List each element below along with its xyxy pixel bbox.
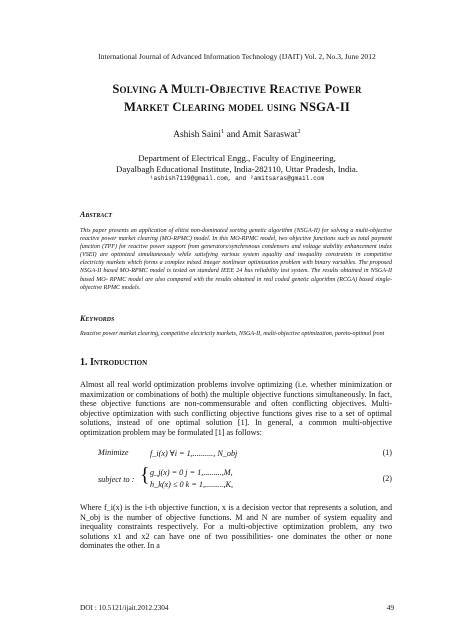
equation-2-line-1: g_j(x) = 0 j = 1,.........,M, [150,468,233,477]
equation-1-body: f_i(x) ∀i = 1,.........., N_obj [150,449,238,458]
section-name: Introduction [90,357,148,368]
equation-2-line-2: h_k(x) ≤ 0 k = 1,.........,K, [150,480,234,489]
keywords-heading: Keywords [80,314,115,323]
equation-1-number: (1) [382,448,392,457]
affiliation-line-2: Dayalbagh Educational Institute, India-282110, Uttar Pradesh, India. [115,164,358,174]
paper-title [40,80,434,116]
journal-header: International Journal of Advanced Information Technology (IJAIT) Vol. 2, No.3, June 2012 [98,52,376,61]
equation-2-label: subject to : [98,475,135,484]
intro-paragraph-1: Almost all real world optimization problems involve optimizing (i.e. whether minimization or maximization or combinations of both) the multiple objective functions simultaneously. In fact, these objective functions are non-commensurable and often conflicting objectives. Multi-objective optimization with such conflicting objective functions gives rise to a set of optimal solutions, instead of one optimal solution [1]. In general, a common multi-objective optimization problem may be formulated [1] as follows: [80,380,392,437]
affiliation-line-1: Department of Electrical Engg., Faculty of Engineering, [138,153,336,163]
keywords-text: Reactive power market clearing, competitive electricity markets, NSGA-II, multi-objective optimization, pareto-optimal front [80,331,385,337]
author-line [0,128,474,140]
author-2: Amit Saraswat [241,130,298,141]
equation-2-number: (2) [382,474,392,483]
affiliation [0,153,474,175]
abstract-heading: Abstract [80,210,113,219]
author-2-sup: 2 [297,128,301,135]
abstract-text: This paper presents an application of elitist non-dominated sorting genetic algorithm (NSGA-II) for solving a multi-objective reactive power market clearing (MO-RPMC) model. In this MO-RPMC model, two objective functions such as total payment function (TPF) for reactive power support from generators/synchronous condensers and voltage stability enhancement index (VSEI) are optimized simultaneously while satisfying various system equality and inequality constraints in competitive electricity markets which forms a complex mixed integer nonlinear optimization problem with binary variables. The proposed NSGA-II based MO-RPMC model is tested on standard IEEE 24 bus reliability test system. The results obtained in NSGA-II based MO- RPMC model are also compared with the results obtained in real coded genetic algorithm (RCGA) based single-objective RPMC models. [80,228,392,291]
section-title [80,357,147,368]
brace-icon: { [140,464,150,486]
author-1-sup: 1 [220,128,225,135]
author-1: Ashish Saini [173,130,221,141]
intro-paragraph-2: Where f_i(x) is the i-th objective function, x is a decision vector that represents a solution, and N_obj is the number of objective functions. M and N are number of system equality and inequality constraints respectively. For a multi-objective optimization problem, any two solutions x1 and x2 can have one of two possibilities- one dominates the other or none dominates the other. In a [80,503,392,551]
footer-page-number: 49 [386,603,394,612]
title-line-1: Solving A Multi-Objective Reactive Power [112,82,362,96]
section-number: 1. [80,357,90,368]
title-line-2: Market Clearing model using NSGA-II [123,100,351,114]
author-and: and [224,130,242,141]
equation-1-label: Minimize [98,448,129,457]
footer-doi: DOI : 10.5121/ijait.2012.2304 [80,603,169,612]
author-emails: ¹ashish7119@gmail.com, and ²amitsaras@gmail.com [149,175,325,182]
